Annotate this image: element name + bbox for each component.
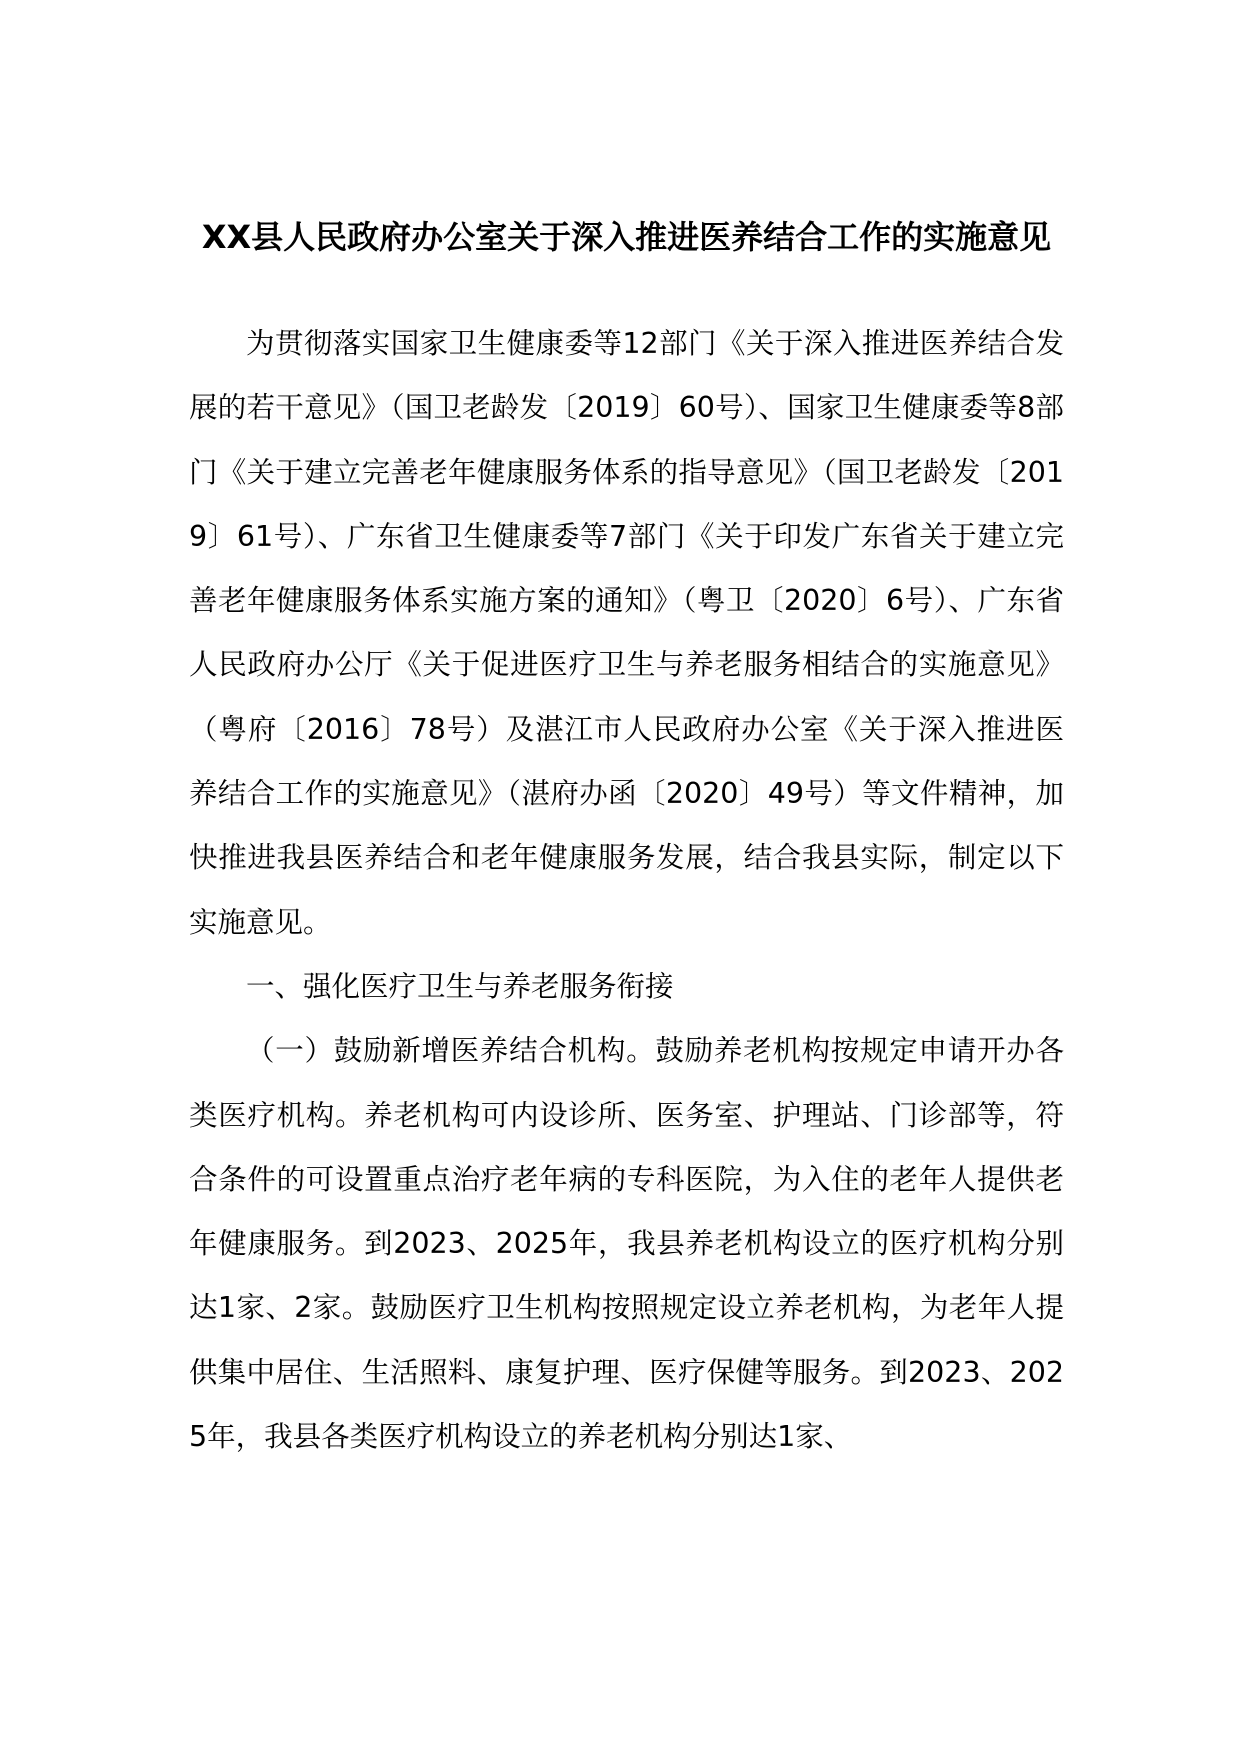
section-heading: 一、强化医疗卫生与养老服务衔接 <box>246 969 674 1003</box>
subsection-paragraph: （一）鼓励新增医养结合机构。鼓励养老机构按规定申请开办各类医疗机构。养老机构可内设诊所、医务室、护理站、门诊部等，符合条件的可设置重点治疗老年病的专科医院，为入住的老年人提供老年健康服务。到2023、2025年，我县养老机构设立的医疗机构分别达1家、2家。鼓励医疗卫生机构按照规定设立养老机构，为老年人提供集中居住、生活照料、康复护理、医疗保健等服务。到2023、2025年，我县各类医疗机构设立的养老机构分别达1家、 <box>189 1034 1064 1454</box>
document-body <box>189 312 1064 1469</box>
intro-paragraph: 为贯彻落实国家卫生健康委等12部门《关于深入推进医养结合发展的若干意见》（国卫老龄发〔2019〕60号）、国家卫生健康委等8部门《关于建立完善老年健康服务体系的指导意见》（国卫老龄发〔2019〕61号）、广东省卫生健康委等7部门《关于印发广东省关于建立完善老年健康服务体系实施方案的通知》（粤卫〔2020〕6号）、广东省人民政府办公厅《关于促进医疗卫生与养老服务相结合的实施意见》（粤府〔2016〕78号）及湛江市人民政府办公室《关于深入推进医养结合工作的实施意见》（湛府办函〔2020〕49号）等文件精神，加快推进我县医养结合和老年健康服务发展，结合我县实际，制定以下实施意见。 <box>189 327 1064 939</box>
document-content <box>189 205 1064 1469</box>
document-title: XX县人民政府办公室关于深入推进医养结合工作的实施意见 <box>201 218 1052 256</box>
